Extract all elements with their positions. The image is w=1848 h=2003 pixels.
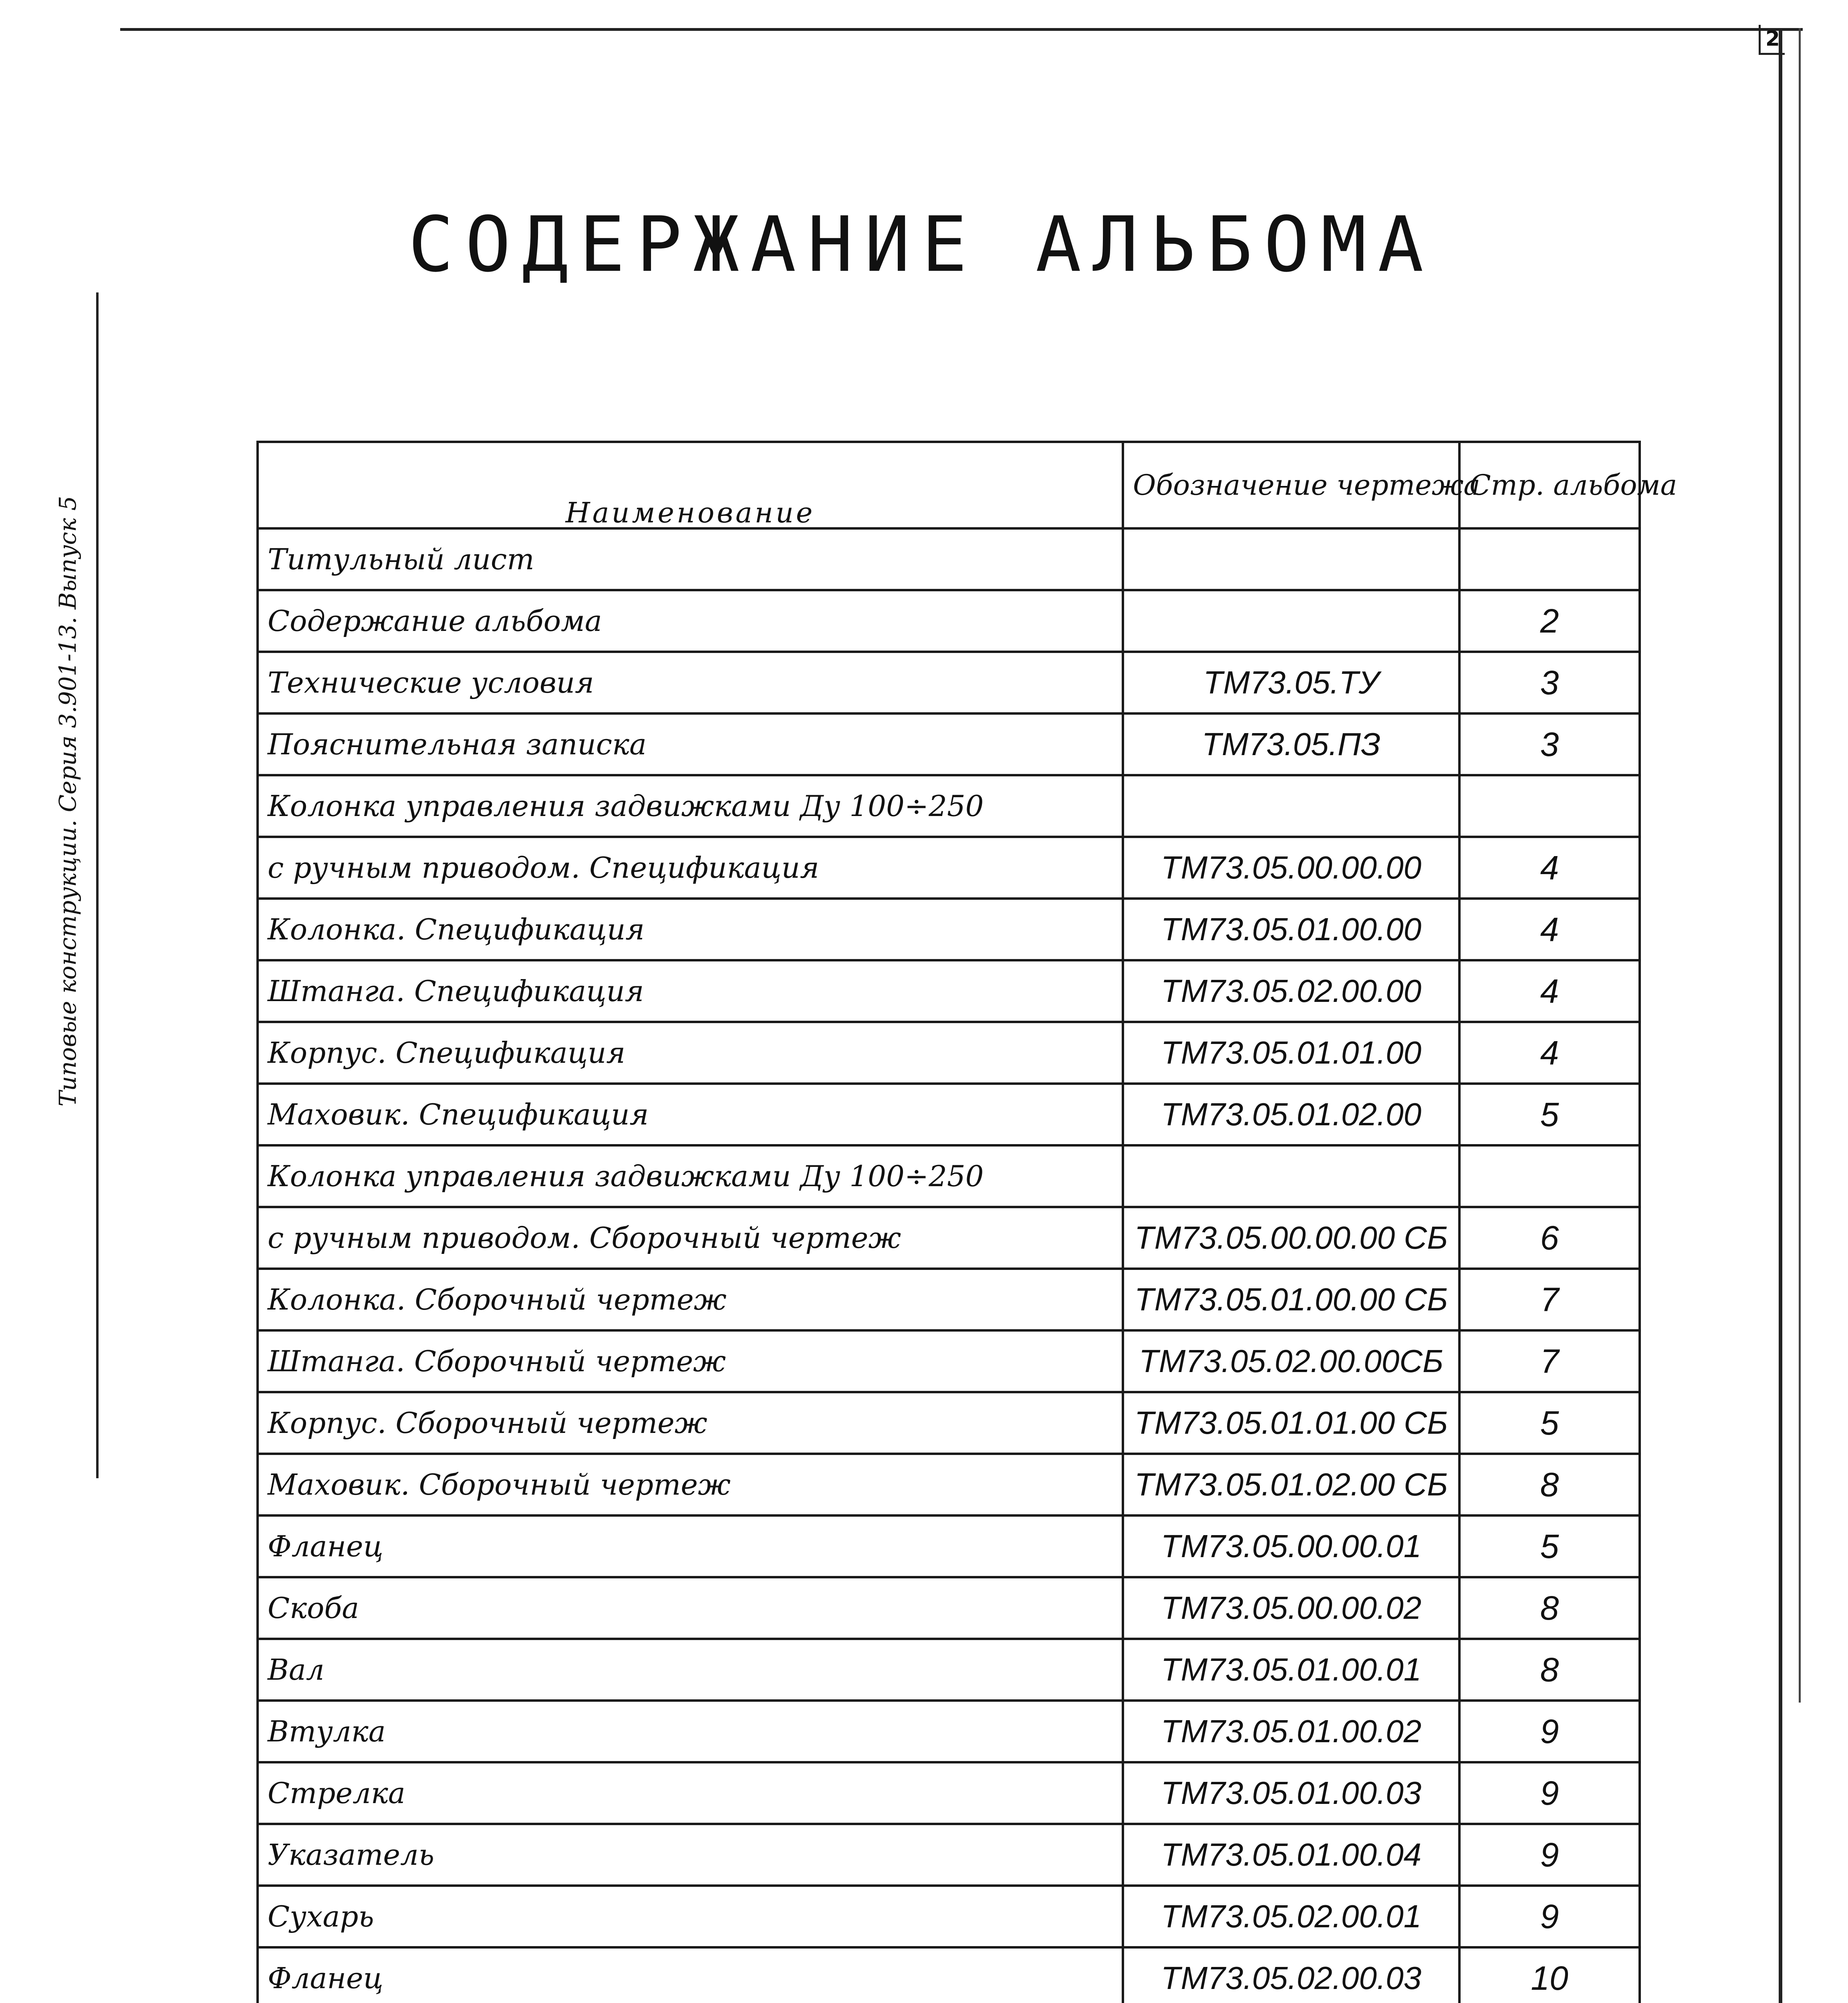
cell-name: Маховик. Спецификация [258,1084,1123,1145]
cell-page: 5 [1459,1084,1640,1145]
cell-code: ТМ73.05.01.00.01 [1123,1639,1459,1701]
cell-code: ТМ73.05.01.00.02 [1123,1701,1459,1762]
cell-page: 4 [1459,960,1640,1022]
cell-page: 7 [1459,1330,1640,1392]
cell-page [1459,775,1640,837]
table-row [258,837,1640,899]
cell-code: ТМ73.05.00.00.00 СБ [1123,1207,1459,1269]
cell-code: ТМ73.05.00.00.00 [1123,837,1459,899]
frame-right-inner-border [1799,28,1801,1703]
cell-page: 4 [1459,837,1640,899]
table-row [258,713,1640,775]
cell-name: Колонка управления задвижками Ду 100÷250 [258,1145,1123,1207]
cell-code: ТМ73.05.01.00.03 [1123,1762,1459,1824]
cell-name: Маховик. Сборочный чертеж [258,1454,1123,1515]
cell-name: Титульный лист [258,528,1123,590]
cell-code: ТМ73.05.ПЗ [1123,713,1459,775]
cell-page: 2 [1459,590,1640,652]
cell-page: 9 [1459,1762,1640,1824]
table-row [258,1577,1640,1639]
table-row [258,1947,1640,2003]
cell-code [1123,775,1459,837]
cell-page: 8 [1459,1639,1640,1701]
table-row [258,528,1640,590]
cell-page: 10 [1459,1947,1640,2003]
table-row [258,1515,1640,1577]
cell-page: 5 [1459,1392,1640,1454]
cell-page: 4 [1459,1022,1640,1084]
cell-name: Скоба [258,1577,1123,1639]
cell-name: с ручным приводом. Спецификация [258,837,1123,899]
cell-page: 3 [1459,713,1640,775]
cell-name: Втулка [258,1701,1123,1762]
page-title: СОДЕРЖАНИЕ АЛЬБОМА [408,200,1435,289]
table-row [258,960,1640,1022]
cell-code: ТМ73.05.01.02.00 [1123,1084,1459,1145]
cell-page: 9 [1459,1824,1640,1886]
cell-name: Фланец [258,1515,1123,1577]
cell-page: 9 [1459,1886,1640,1947]
cell-name: Колонка. Спецификация [258,899,1123,960]
table-row [258,1330,1640,1392]
cell-page [1459,528,1640,590]
table-row [258,1269,1640,1330]
column-header-page: Стр. альбома [1459,442,1640,528]
cell-page: 3 [1459,652,1640,713]
cell-name: Указатель [258,1824,1123,1886]
table-row [258,1392,1640,1454]
frame-top-border [120,28,1803,31]
cell-page: 5 [1459,1515,1640,1577]
column-header-name: Наименование [258,442,1123,528]
cell-code [1123,590,1459,652]
table-row [258,1022,1640,1084]
cell-code: ТМ73.05.00.00.01 [1123,1515,1459,1577]
cell-code: ТМ73.05.01.01.00 [1123,1022,1459,1084]
cell-code [1123,528,1459,590]
table-row [258,1639,1640,1701]
contents-table [256,441,1677,2003]
cell-page: 8 [1459,1577,1640,1639]
cell-name: Стрелка [258,1762,1123,1824]
cell-page: 9 [1459,1701,1640,1762]
cell-name: Вал [258,1639,1123,1701]
table-row [258,1824,1640,1886]
cell-code: ТМ73.05.01.01.00 СБ [1123,1392,1459,1454]
table-row [258,899,1640,960]
cell-page: 6 [1459,1207,1640,1269]
cell-code: ТМ73.05.02.00.01 [1123,1886,1459,1947]
cell-code: ТМ73.05.02.00.03 [1123,1947,1459,2003]
cell-name: Пояснительная записка [258,713,1123,775]
table-row [258,775,1640,837]
table-row [258,1762,1640,1824]
page-number: 2 [1759,25,1785,55]
cell-name: Сухарь [258,1886,1123,1947]
cell-code: ТМ73.05.02.00.00 [1123,960,1459,1022]
table-row [258,1701,1640,1762]
cell-code: ТМ73.05.00.00.02 [1123,1577,1459,1639]
side-caption: Типовые конструкции. Серия 3.901-13. Выпуск 5 [54,496,81,1107]
cell-name: Штанга. Сборочный чертеж [258,1330,1123,1392]
cell-code: ТМ73.05.01.00.00 [1123,899,1459,960]
table-row [258,1454,1640,1515]
cell-code [1123,1145,1459,1207]
cell-name: Колонка управления задвижками Ду 100÷250 [258,775,1123,837]
cell-page: 7 [1459,1269,1640,1330]
cell-code: ТМ73.05.02.00.00СБ [1123,1330,1459,1392]
cell-page: 8 [1459,1454,1640,1515]
cell-name: Технические условия [258,652,1123,713]
cell-code: ТМ73.05.01.02.00 СБ [1123,1454,1459,1515]
frame-right-border [1779,28,1782,2003]
table-row [258,1886,1640,1947]
side-caption-rule [96,292,99,1478]
cell-name: Корпус. Спецификация [258,1022,1123,1084]
cell-page: 4 [1459,899,1640,960]
cell-code: ТМ73.05.01.00.04 [1123,1824,1459,1886]
table-row [258,590,1640,652]
cell-page [1459,1145,1640,1207]
column-header-code: Обозначение чертежа [1123,442,1459,528]
cell-name: Корпус. Сборочный чертеж [258,1392,1123,1454]
table-row [258,1145,1640,1207]
table-row [258,652,1640,713]
table-row [258,1207,1640,1269]
cell-name: Фланец [258,1947,1123,2003]
cell-code: ТМ73.05.ТУ [1123,652,1459,713]
cell-name: с ручным приводом. Сборочный чертеж [258,1207,1123,1269]
cell-name: Штанга. Спецификация [258,960,1123,1022]
table-header-row [258,442,1640,528]
table-row [258,1084,1640,1145]
cell-name: Содержание альбома [258,590,1123,652]
cell-code: ТМ73.05.01.00.00 СБ [1123,1269,1459,1330]
cell-name: Колонка. Сборочный чертеж [258,1269,1123,1330]
